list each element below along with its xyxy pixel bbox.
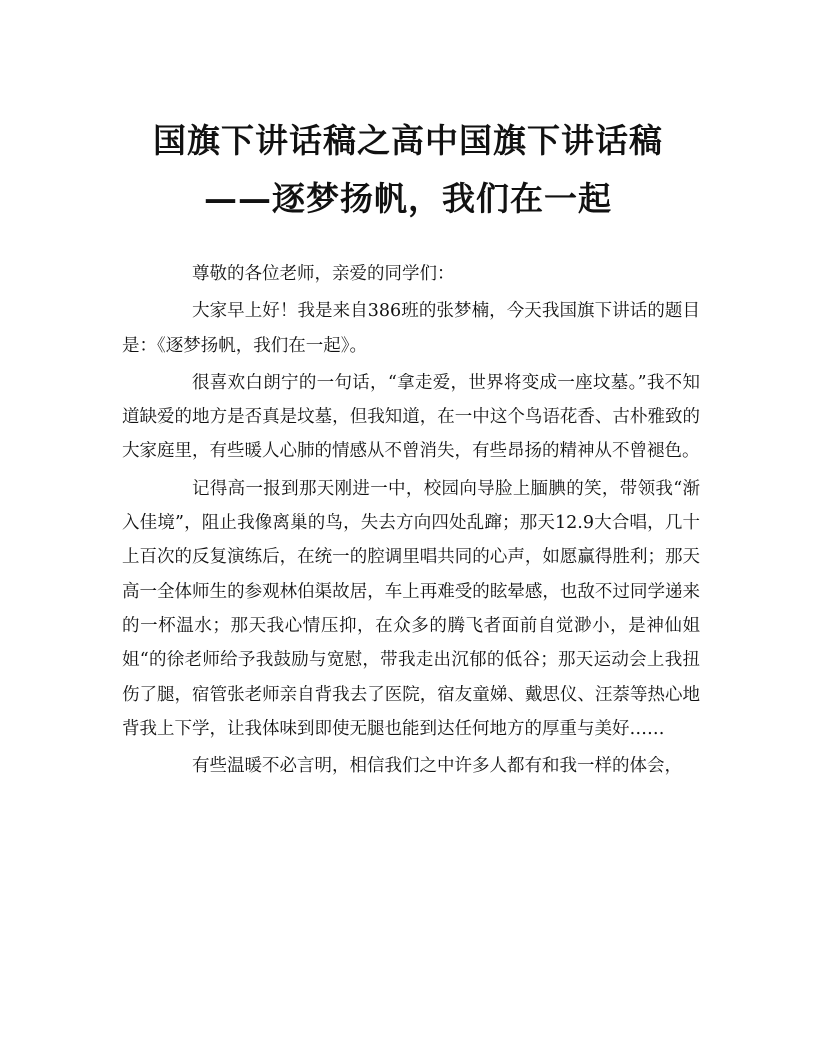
document-title: [100, 112, 716, 228]
quote-paragraph: 很喜欢白朗宁的一句话，“拿走爱，世界将变成一座坟墓。”我不知道缺爱的地方是否真是坟墓，但我知道，在一中这个鸟语花香、古朴雅致的大家庭里，有些暖人心肺的情感从不曾消失，有些昂扬的精神从不曾褪色。: [122, 372, 700, 462]
speech-body: [122, 257, 700, 786]
title-line-subtitle: ——逐梦扬帆，我们在一起: [204, 179, 612, 218]
intro-paragraph: 大家早上好！我是来自386班的张梦楠，今天我国旗下讲话的题目是：《逐梦扬帆，我们在一起》。: [122, 301, 700, 356]
greeting-paragraph: 尊敬的各位老师，亲爱的同学们：: [192, 264, 455, 284]
title-line-main: 国旗下讲话稿之高中国旗下讲话稿: [153, 121, 663, 160]
memories-paragraph: 记得高一报到那天刚进一中，校园向导脸上腼腆的笑，带领我“渐入佳境”，阻止我像离巢的鸟，失去方向四处乱蹿；那天12.9大合唱，几十上百次的反复演练后，在统一的腔调里唱共同的心声，如愿赢得胜利；那天高一全体师生的参观林伯渠故居，车上再难受的眩晕感，也敌不过同学递来的一杯温水；那天我心情压抑，在众多的腾飞者面前自觉渺小，是神仙姐姐“的徐老师给予我鼓励与宽慰，带我走出沉郁的低谷；那天运动会上我扭伤了腿，宿管张老师亲自背我去了医院，宿友童娣、戴思仪、汪萘等热心地背我上下学，让我体味到即使无腿也能到达任何地方的厚重与美好……: [122, 478, 700, 739]
closing-paragraph: 有些温暖不必言明，相信我们之中许多人都有和我一样的体会，: [192, 756, 682, 777]
